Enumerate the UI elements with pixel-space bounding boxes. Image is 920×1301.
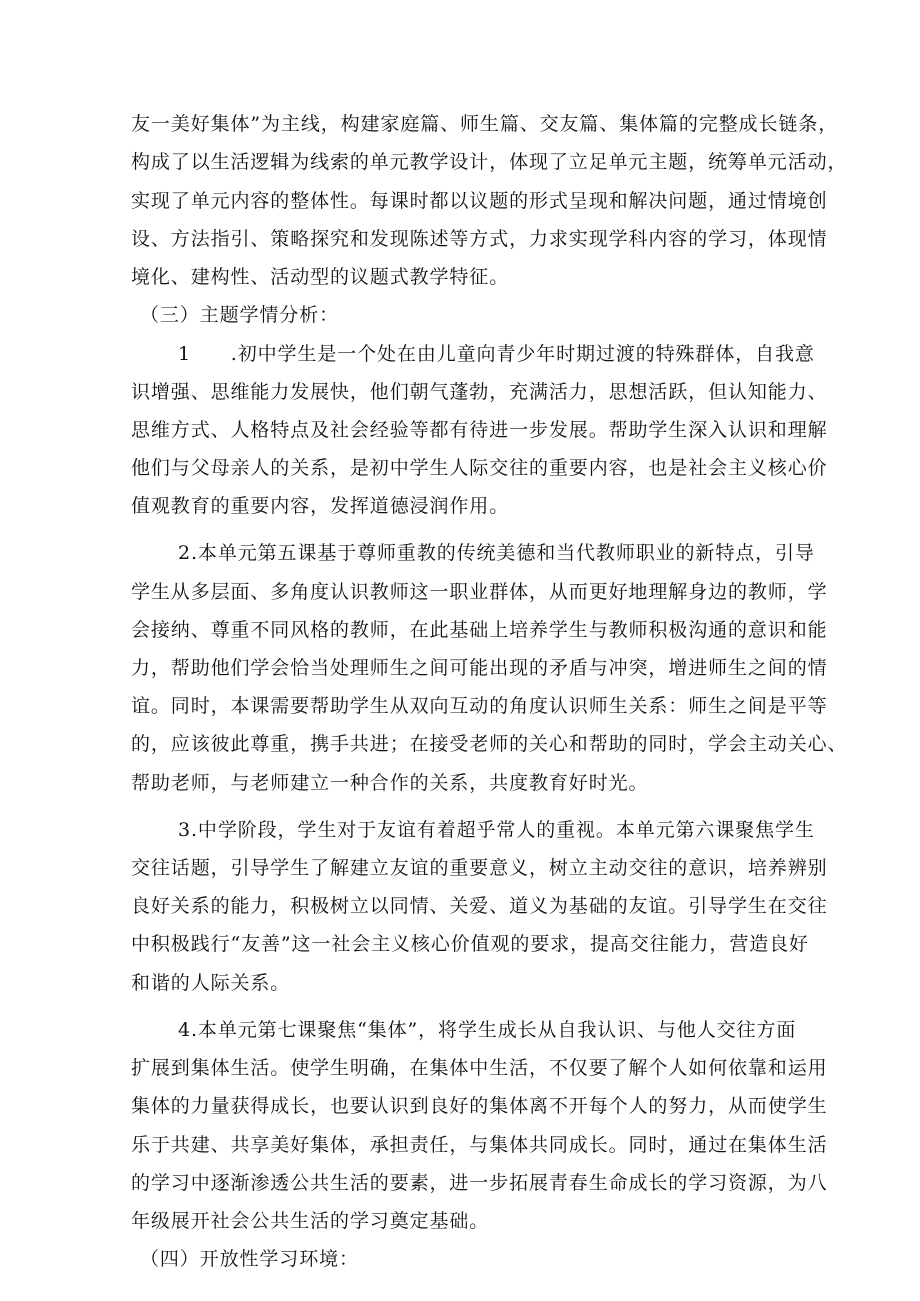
- text-line: 年级展开社会公共生活的学习奠定基础。: [131, 1210, 490, 1232]
- text-line: 友一美好集体”为主线，构建家庭篇、师生篇、交友篇、集体篇的完整成长链条，: [131, 113, 839, 135]
- text-line: 识增强、思维能力发展快，他们朝气蓬勃，充满活力，思想活跃，但认知能力、: [131, 381, 828, 403]
- text-line: 3.中学阶段，学生对于友谊有着超乎常人的重视。本单元第六课聚焦学生: [178, 819, 815, 841]
- text-line: 学生从多层面、多角度认识教师这一职业群体，从而更好地理解身边的教师，学: [131, 581, 828, 603]
- text-line: 他们与父母亲人的关系，是初中学生人际交往的重要内容，也是社会主义核心价: [131, 457, 828, 479]
- text-line: 值观教育的重要内容，发挥道德浸润作用。: [131, 495, 510, 517]
- section-heading: （三）主题学情分析：: [140, 304, 340, 326]
- text-line: 实现了单元内容的整体性。每课时都以议题的形式呈现和解决问题，通过情境创: [131, 190, 828, 212]
- text-line: 交往话题，引导学生了解建立友谊的重要意义，树立主动交往的意识，培养辨别: [131, 857, 828, 879]
- text-line: 扩展到集体生活。使学生明确，在集体中生活，不仅要了解个人如何依靠和运用: [131, 1057, 828, 1079]
- text-line: 和谐的人际关系。: [131, 972, 291, 994]
- text-line: 力，帮助他们学会恰当处理师生之间可能出现的矛盾与冲突，增进师生之间的情: [131, 657, 828, 679]
- text-line: 4.本单元第七课聚焦“集体”，将学生成长从自我认识、与他人交往方面: [178, 1019, 797, 1041]
- text-line: 谊。同时，本课需要帮助学生从双向互动的角度认识师生关系：师生之间是平等: [131, 695, 828, 717]
- text-line: 的学习中逐渐渗透公共生活的要素，进一步拓展青春生命成长的学习资源，为八: [131, 1172, 828, 1194]
- text-line: 帮助老师，与老师建立一种合作的关系，共度教育好时光。: [131, 772, 649, 794]
- text-line: 思维方式、人格特点及社会经验等都有待进一步发展。帮助学生深入认识和理解: [131, 419, 828, 441]
- text-line: 2.本单元第五课基于尊师重教的传统美德和当代教师职业的新特点，引导: [178, 542, 815, 564]
- text-line: 的，应该彼此尊重，携手共进；在接受老师的关心和帮助的同时，学会主动关心、: [131, 733, 848, 755]
- text-line: 良好关系的能力，积极树立以同情、关爱、道义为基础的友谊。引导学生在交往: [131, 895, 828, 917]
- text-line: 会接纳、尊重不同风格的教师，在此基础上培养学生与教师积极沟通的意识和能: [131, 619, 828, 641]
- text-line: 构成了以生活逻辑为线索的单元教学设计，体现了立足单元主题，统筹单元活动，: [131, 151, 848, 173]
- section-heading: （四）开放性学习环境：: [140, 1248, 359, 1270]
- text-line: 1 .初中学生是一个处在由儿童向青少年时期过渡的特殊群体，自我意: [178, 343, 815, 365]
- text-line: 境化、建构性、活动型的议题式教学特征。: [131, 266, 510, 288]
- text-line: 乐于共建、共享美好集体，承担责任，与集体共同成长。同时，通过在集体生活: [131, 1134, 828, 1156]
- text-line: 中积极践行“友善”这一社会主义核心价值观的要求，提高交往能力，营造良好: [131, 933, 809, 955]
- text-line: 设、方法指引、策略探究和发现陈述等方式，力求实现学科内容的学习，体现情: [131, 228, 828, 250]
- text-line: 集体的力量获得成长，也要认识到良好的集体离不开每个人的努力，从而使学生: [131, 1095, 828, 1117]
